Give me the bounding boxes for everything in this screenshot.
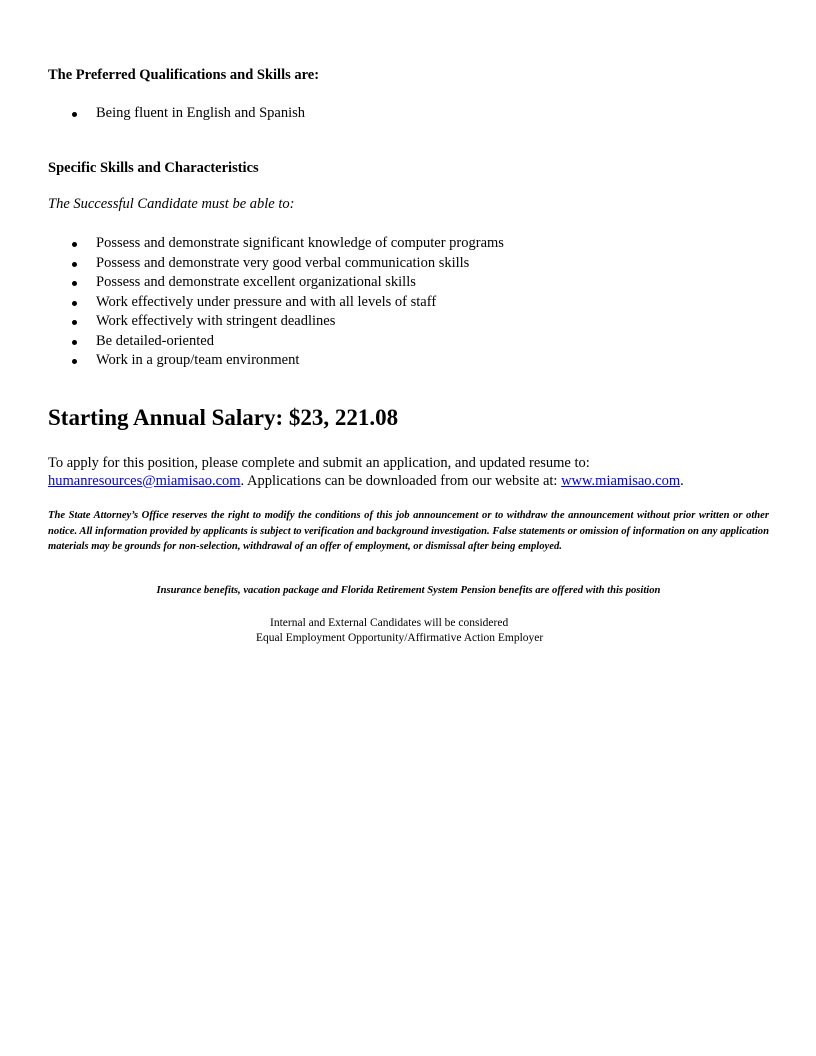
list-item-text: Be detailed-oriented bbox=[96, 332, 214, 349]
bullet-icon bbox=[72, 242, 77, 247]
bullet-icon bbox=[72, 112, 77, 117]
email-link[interactable]: humanresources@miamisao.com bbox=[48, 472, 241, 489]
candidates-notice: Internal and External Candidates will be considered bbox=[270, 617, 509, 629]
list-item bbox=[48, 312, 504, 332]
bullet-icon bbox=[72, 340, 77, 345]
website-link[interactable]: www.miamisao.com bbox=[561, 472, 681, 489]
bullet-icon bbox=[72, 262, 77, 267]
bullet-icon bbox=[72, 301, 77, 306]
bullet-icon bbox=[72, 359, 77, 364]
list-item-text: Being fluent in English and Spanish bbox=[96, 105, 306, 121]
list-item bbox=[48, 332, 504, 352]
list-item-text: Possess and demonstrate significant knowledge of computer programs bbox=[96, 235, 504, 251]
list-item bbox=[48, 234, 504, 254]
list-item bbox=[48, 273, 504, 293]
starting-salary-heading: Starting Annual Salary: $23, 221.08 bbox=[48, 405, 399, 430]
specific-skills-heading: Specific Skills and Characteristics bbox=[48, 160, 259, 176]
preferred-qualifications-heading: The Preferred Qualifications and Skills are: bbox=[48, 67, 320, 83]
preferred-qualifications-list bbox=[48, 104, 305, 124]
list-item bbox=[48, 104, 305, 124]
list-item-text: Possess and demonstrate excellent organizational skills bbox=[96, 274, 416, 290]
apply-text-middle: . Applications can be downloaded from our website at: bbox=[240, 472, 562, 489]
disclaimer-paragraph: The State Attorney’s Office reserves the right to modify the conditions of this job announcement or to withdraw the announcement without prior written or other notice. All information provided by applicants is subject to verification and background investigation. False statements or omission of information on any application materials may be grounds for non-selection, withdrawal of an offer of employment, or dismissal after being employed. bbox=[48, 510, 769, 552]
list-item bbox=[48, 293, 504, 313]
list-item-text: Possess and demonstrate very good verbal communication skills bbox=[96, 254, 470, 271]
apply-instructions bbox=[48, 455, 768, 490]
specific-skills-list bbox=[48, 234, 504, 371]
benefits-notice: Insurance benefits, vacation package and Florida Retirement System Pension benefits are offered with this position bbox=[156, 585, 661, 596]
list-item bbox=[48, 351, 504, 371]
bullet-icon bbox=[72, 320, 77, 325]
apply-text-after: . bbox=[680, 472, 684, 489]
eeo-statement: Equal Employment Opportunity/Affirmative Action Employer bbox=[256, 632, 544, 644]
list-item-text: Work effectively under pressure and with all levels of staff bbox=[96, 293, 437, 310]
list-item-text: Work in a group/team environment bbox=[96, 352, 300, 368]
list-item-text: Work effectively with stringent deadlines bbox=[96, 313, 336, 329]
specific-skills-intro: The Successful Candidate must be able to: bbox=[48, 196, 295, 212]
list-item bbox=[48, 254, 504, 274]
bullet-icon bbox=[72, 281, 77, 286]
apply-text-before: To apply for this position, please complete and submit an application, and updated resume to: bbox=[48, 455, 590, 471]
